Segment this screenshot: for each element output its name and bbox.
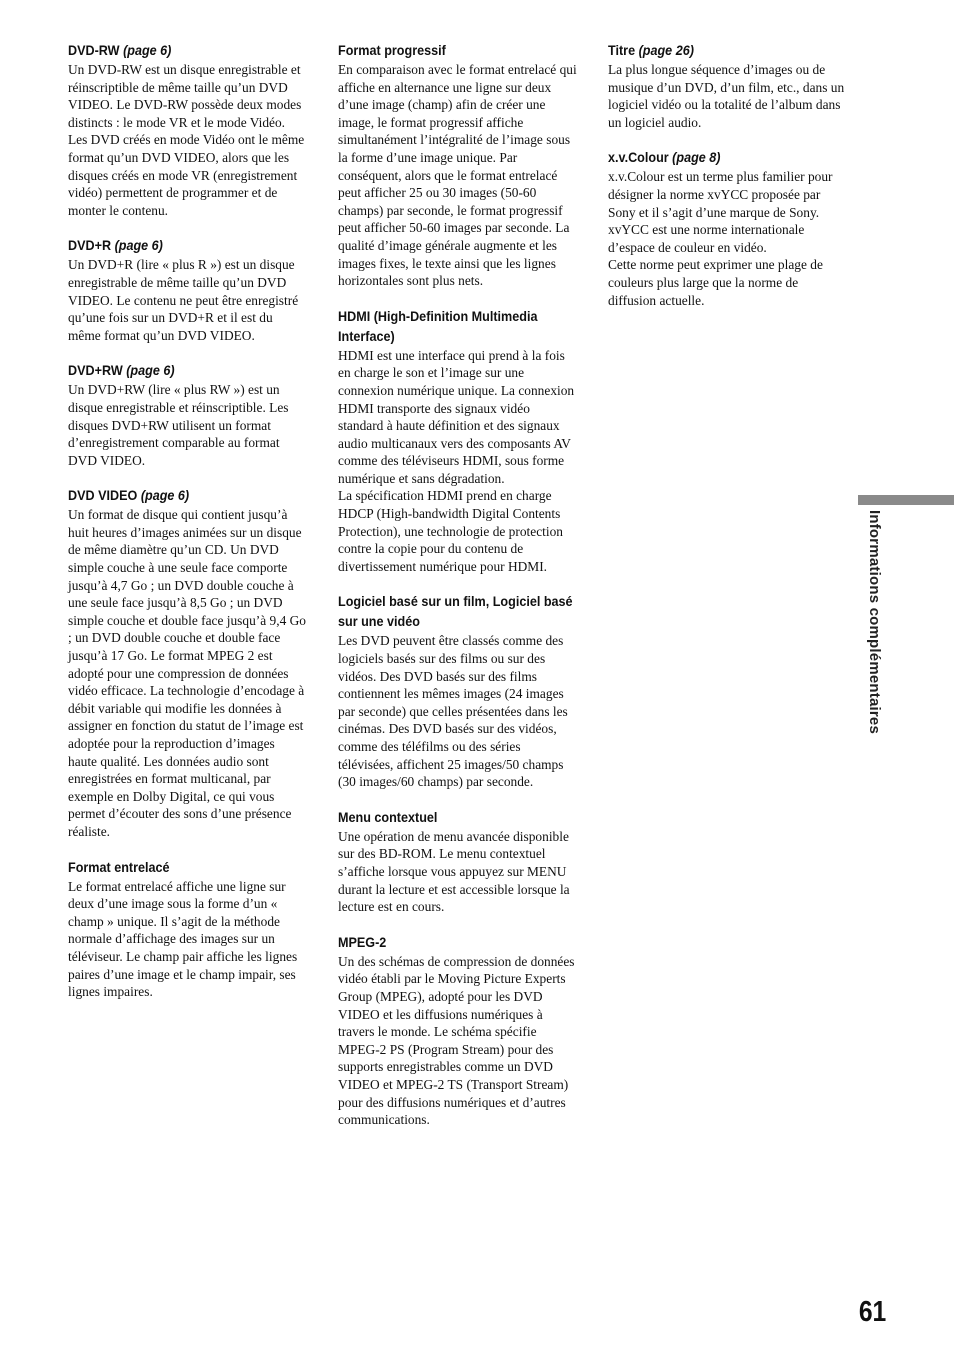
section-tab-label: Informations complémentaires (866, 510, 883, 734)
entry-term: DVD-RW (page 6) (68, 42, 172, 58)
entry-term: DVD+RW (page 6) (68, 362, 175, 379)
glossary-entry-hdmi (338, 306, 578, 576)
entry-text: La spécification HDMI prend en charge HDCP (High-bandwidth Digital Contents Protection), une technologie de protection contre la copie pour du contenu de divertissement numérique pour HDMI. (338, 488, 563, 574)
entry-text: La plus longue séquence d’images ou de musique d’un DVD, d’un film, etc., dans un logiciel vidéo ou la totalité de l’album dans un logiciel audio. (608, 62, 845, 130)
column-1 (68, 40, 306, 1017)
glossary-entry-format-progressif (338, 40, 578, 290)
entry-text: Cette norme peut exprimer une plage de couleurs plus large que la norme de diffusion actuelle. (608, 257, 823, 308)
entry-term: Titre (page 26) (608, 42, 694, 58)
entry-term: Logiciel basé sur un film, Logiciel basé sur une vidéo (338, 593, 573, 630)
entry-term: Format progressif (338, 42, 446, 58)
entry-term: DVD+R (page 6) (68, 237, 163, 254)
entry-text: Un format de disque qui contient jusqu’à huit heures d’images animées sur un disque de même diamètre qu’un CD. Un DVD simple couche à une seule face comporte jusqu’à 4,7 Go ; un DVD double couche à une seule face jusqu’à 8,5 Go ; un DVD simple couche et double face jusqu’à 9,4 Go ; un DVD double couche et double face jusqu’à 17 Go. Le format MPEG 2 est adopté pour une compression de données vidéo efficace. La technologie d’encodage à débit variable qui modifie les données à assigner en fonction du statut de l’image est adoptée pour la reproduction d’images haute qualité. Les données audio sont enregistrées en format multicanal, par exemple en Dolby Digital, ce qui vous permet d’écouter des sons d’une présence réaliste. (68, 507, 306, 839)
entry-text: Un des schémas de compression de données vidéo établi par le Moving Picture Experts Group (MPEG), adopté pour les DVD VIDEO et les diffusions numériques à travers le monde. Le schéma spécifie MPEG-2 PS (Program Stream) pour des supports enregistrables comme un DVD VIDEO et MPEG-2 TS (Transport Stream) pour des diffusions numériques et d’autres communications. (338, 953, 575, 1128)
entry-text: Les DVD peuvent être classés comme des logiciels basés sur des films ou sur des vidéos. Des DVD basés sur des films contiennent les mêmes images (24 images par seconde) que celles présentées dans les cinémas. Des DVD basés sur des vidéos, comme des téléfilms ou des séries télévisées, affichent 25 images/50 champs (30 images/60 champs) par seconde. (338, 633, 568, 790)
page-number: 61 (858, 1296, 886, 1328)
entry-text: En comparaison avec le format entrelacé qui affiche en alternance une ligne sur deux d’une image (champ) afin de créer une image, le format progressif affiche simultanément l’intégralité de l’image sous la forme d’une image unique. Par conséquent, alors que le format entrelacé peut afficher 25 ou 30 images (50-60 champs) par seconde, le format progressif peut afficher 50-60 images par seconde. La qualité d’image générale augmente et les images fixes, le texte ainsi que les lignes horizontales sont plus nets. (338, 62, 577, 289)
entry-term: x.v.Colour (page 8) (608, 149, 721, 166)
entry-text: Un DVD+R (lire « plus R ») est un disque enregistrable de même taille qu’un DVD VIDEO. Le contenu ne peut être enregistré qu’une fois sur un DVD+R et il est du même format qu’un DVD VIDEO. (68, 257, 299, 343)
glossary-entry-titre (608, 40, 848, 131)
glossary-entry-mpeg-2 (338, 932, 578, 1129)
entry-term: DVD VIDEO (page 6) (68, 487, 190, 504)
entry-term: Format entrelacé (68, 858, 170, 875)
column-2 (338, 40, 578, 1145)
column-3 (608, 40, 848, 325)
section-tab-bar (858, 495, 954, 505)
glossary-entry-dvd-rw (68, 40, 306, 219)
glossary-entry-format-entrelace (68, 857, 306, 1001)
glossary-entry-dvd-plus-r (68, 235, 306, 344)
glossary-entry-xv-colour (608, 147, 848, 309)
entry-text: xvYCC est une norme internationale d’espace de couleur en vidéo. (608, 222, 805, 255)
entry-term: HDMI (High-Definition Multimedia Interface) (338, 307, 538, 344)
glossary-entry-logiciel-film-video (338, 591, 578, 790)
entry-text: Le format entrelacé affiche une ligne sur deux d’une image sous la forme d’un « champ » unique. Il s’agit de la méthode normale d’affichage des images sur un téléviseur. Le champ pair affiche les lignes paires d’une image et le champ impair, ses lignes impaires. (68, 878, 298, 1000)
entry-text: Un DVD+RW (lire « plus RW ») est un disque enregistrable et réinscriptible. Les disques DVD+RW utilisent un format d’enregistrement comparable au format DVD VIDEO. (68, 382, 289, 468)
entry-text: Un DVD-RW est un disque enregistrable et réinscriptible de même taille qu’un DVD VIDEO. Le DVD-RW possède deux modes distincts : le mode VR et le mode Vidéo. Les DVD créés en mode Vidéo ont le même format qu’un DVD VIDEO, alors que les disques créés en mode VR (enregistrement vidéo) permettent de programmer et de monter le contenu. (68, 62, 305, 218)
page-reference: (page 6) (140, 487, 190, 504)
page-reference: (page 6) (126, 362, 175, 379)
page-reference: (page 8) (672, 149, 721, 166)
entry-text: HDMI est une interface qui prend à la fois en charge le son et l’image sur une connexion numérique unique. La connexion HDMI transporte des signaux vidéo standard à haute définition et des signaux audio multicanaux vers des composants AV comme des téléviseurs HDMI, sous forme numérique et sans dégradation. (338, 347, 575, 486)
glossary-entry-menu-contextuel (338, 807, 578, 916)
page-reference: (page 6) (114, 237, 163, 254)
page-reference: (page 6) (123, 42, 172, 58)
entry-text: x.v.Colour est un terme plus familier pour désigner la norme xvYCC proposée par Sony et il s’agit d’une marque de Sony. (608, 169, 833, 220)
entry-text: Une opération de menu avancée disponible sur des BD-ROM. Le menu contextuel s’affiche lorsque vous appuyez sur MENU durant la lecture et est accessible lorsque la lecture est en cours. (338, 828, 570, 915)
glossary-entry-dvd-plus-rw (68, 360, 306, 469)
page-reference: (page 26) (638, 42, 694, 58)
glossary-entry-dvd-video (68, 485, 306, 840)
entry-term: MPEG-2 (338, 933, 387, 950)
entry-term: Menu contextuel (338, 808, 438, 825)
